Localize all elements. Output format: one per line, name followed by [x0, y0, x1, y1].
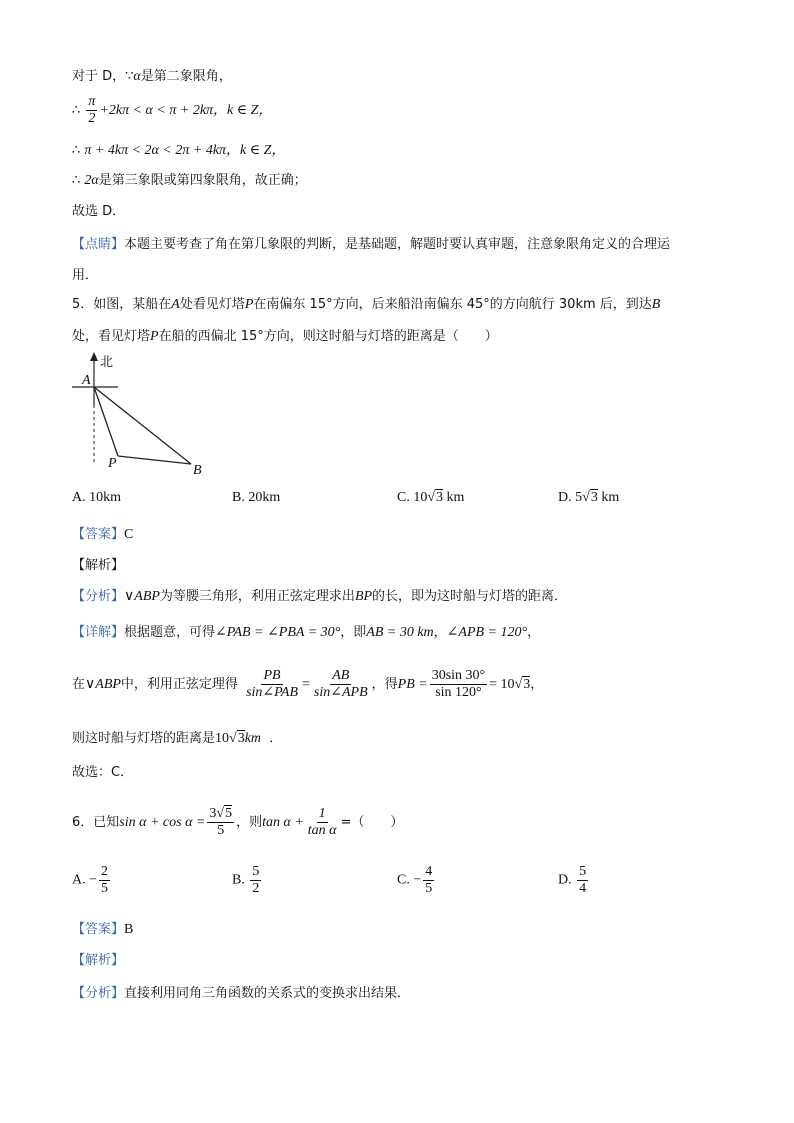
conclusion-line — [72, 172, 307, 190]
answer-value: C — [124, 527, 134, 542]
q6-option-b — [232, 864, 263, 897]
therefore-symbol: ∴ — [72, 143, 81, 158]
text: 为等腰三角形，利用正弦定理求出 — [159, 589, 355, 604]
math-p: P — [150, 329, 159, 344]
answer-tag: 【答案】 — [72, 527, 125, 542]
math-domain: ，k ∈ Z， — [226, 143, 286, 158]
text: ， — [527, 625, 541, 640]
q5-law-of-sines: 在∨ABP中，利用正弦定理得 $\frac{PB}{\text{sin∠PAB}}$ = $\frac{AB}{\text{sin∠APB}}$ ，得PB = $\frac{30\sin 30^\circ}{\sin 120^\circ}$ = 10√3， — [72, 668, 544, 700]
comment-tag: 【点睛】 — [72, 237, 125, 252]
radicand: 3 — [523, 677, 531, 692]
text: 6．已知 — [72, 815, 120, 830]
text: 直接利用同角三角函数的关系式的变换求出结果． — [124, 986, 411, 1001]
detail-tag: 【详解】 — [72, 625, 125, 640]
denominator: 5 — [217, 823, 225, 838]
point-b-label: B — [193, 463, 202, 478]
therefore-symbol: ∴ — [72, 103, 81, 118]
math-bp: BP — [354, 589, 373, 604]
text: 5．如图，某船在 — [72, 297, 172, 312]
text: ，则 — [236, 815, 263, 830]
option-key: D. — [558, 490, 572, 505]
math-coef: 10 — [215, 731, 230, 746]
equals: = — [302, 677, 310, 692]
math-apb: ∠APB = 120° — [446, 625, 528, 640]
radicand: 3 — [237, 731, 245, 746]
text: 在 — [72, 677, 86, 692]
math-alpha: α — [133, 69, 141, 84]
segment-ab — [94, 387, 191, 464]
q6-fenxi — [72, 985, 410, 1003]
option-radicand: 3 — [436, 490, 444, 505]
answer-tag: 【答案】 — [72, 922, 125, 937]
math-p: P — [244, 297, 254, 312]
q6-option-a — [72, 864, 112, 897]
denominator: sin∠PAB — [246, 685, 298, 700]
numerator: AB — [332, 668, 350, 683]
q5-analysis-tag: 【解析】 — [72, 558, 125, 573]
math-unit: km — [244, 731, 262, 746]
text: ，得 — [371, 677, 398, 692]
d-intro-line — [72, 68, 232, 86]
point-p-label: P — [108, 456, 117, 471]
math-ab: AB = 30 km — [366, 625, 434, 640]
math-expression: π + 4kπ < 2α < 2π + 4kπ — [84, 143, 227, 158]
math-expression: sin α + cos α = — [119, 815, 206, 830]
math-pb: PB = — [397, 677, 428, 692]
text: =（ ） — [340, 815, 404, 830]
text: ， — [530, 677, 544, 692]
numerator: π — [88, 94, 96, 109]
denominator: tan α — [307, 823, 337, 838]
fraction-pi-over-2 — [86, 94, 97, 127]
point-a-label: A — [82, 373, 91, 388]
text: 处看见灯塔 — [179, 297, 245, 312]
numerator: 30sin 30° — [431, 668, 486, 683]
option-key: A. — [72, 872, 86, 888]
q6-analysis-tag: 【解析】 — [72, 953, 125, 968]
q5-fenxi — [72, 588, 567, 606]
q6-stem — [72, 806, 403, 839]
option-fraction — [577, 864, 588, 897]
text: 根据题意，可得 — [124, 625, 216, 640]
q5-detail — [72, 624, 540, 642]
q5-answer — [72, 526, 133, 544]
comment-line — [72, 236, 670, 254]
text: 是第三象限或第四象限角，故正确； — [98, 173, 307, 188]
fenxi-tag: 【分析】 — [72, 986, 125, 1001]
option-key: B. — [232, 872, 245, 888]
north-arrow-icon — [90, 352, 98, 361]
denominator: sin∠APB — [313, 685, 368, 700]
text: ， — [433, 625, 447, 640]
text: 在船的西偏北 15°方向，则这时船与灯塔的距离是（ ） — [158, 329, 498, 344]
option-value: 10km — [89, 490, 122, 505]
option-key: A. — [72, 490, 86, 505]
option-unit: km — [446, 490, 465, 505]
text: 在南偏东 15°方向，后来船沿南偏东 45°的方向航行 30km 后，到达 — [253, 297, 652, 312]
option-fraction — [99, 864, 110, 897]
math-domain: ，k ∈ Z， — [213, 103, 273, 118]
math-expression: +2kπ < α < π + 2kπ — [99, 103, 214, 118]
numerator-radicand: 5 — [225, 806, 233, 821]
math-triangle: ∨ABP — [124, 589, 160, 604]
fraction-3root5-over-5: $\frac{3√5}{5}$ — [209, 806, 233, 838]
fraction-ab — [312, 668, 370, 701]
q5-option-a — [72, 490, 121, 506]
q6-option-c — [397, 864, 436, 897]
option-radicand: 3 — [590, 490, 598, 505]
comment-continuation: 用． — [72, 268, 99, 283]
text: 本题主要考查了角在第几象限的判断，是基础题，解题时要认真审题，注意象限角定义的合理运 — [124, 237, 671, 252]
inequality-1 — [72, 94, 272, 127]
option-sign: − — [89, 872, 98, 888]
denominator: 5 — [101, 881, 109, 896]
numerator: 2 — [101, 864, 109, 879]
segment-pb — [118, 456, 191, 464]
text: 的长，即为这时船与灯塔的距离． — [372, 589, 568, 604]
denominator: 2 — [88, 111, 96, 126]
q5-figure — [66, 350, 216, 478]
numerator: 1 — [318, 806, 326, 821]
choose-d: 故选 D． — [72, 204, 126, 219]
numerator: 4 — [425, 864, 433, 879]
option-coef: 5 — [575, 490, 583, 505]
math-expression: tan α + — [262, 815, 304, 830]
text: ，即 — [340, 625, 367, 640]
option-key: D. — [558, 872, 572, 888]
north-label: 北 — [100, 355, 114, 370]
text: 对于 D，∵ — [72, 69, 134, 84]
text: 则这时船与灯塔的距离是 — [72, 731, 216, 746]
option-key: C. — [397, 490, 410, 505]
numerator-coef: 3 — [209, 806, 217, 821]
math-triangle: ∨ABP — [85, 677, 121, 692]
math-2alpha: 2α — [84, 173, 99, 188]
option-fraction — [250, 864, 261, 897]
option-key: C. — [397, 872, 410, 888]
text: 处，看见灯塔 — [72, 329, 151, 344]
option-value: 20km — [248, 490, 281, 505]
q5-stem-line1 — [72, 296, 660, 314]
math-a: A — [171, 297, 180, 312]
math-angles: ∠PAB = ∠PBA = 30° — [215, 625, 341, 640]
q6-answer — [72, 921, 133, 939]
inequality-2 — [72, 142, 285, 160]
numerator: 5 — [579, 864, 587, 879]
option-fraction — [423, 864, 434, 897]
therefore-symbol: ∴ — [72, 173, 81, 188]
option-sign: − — [413, 872, 422, 888]
text: 是第二象限角， — [140, 69, 232, 84]
numerator: PB — [263, 668, 281, 683]
fraction-result — [430, 668, 487, 701]
q5-option-d: D. 5√3 km — [558, 490, 620, 505]
math-result: = 10 — [489, 677, 515, 692]
fraction-1-over-tan — [306, 806, 339, 839]
q6-option-d — [558, 864, 590, 897]
text: 中，利用正弦定理得 — [120, 677, 238, 692]
q5-distance: 则这时船与灯塔的距离是10√3km ． — [72, 731, 283, 746]
fenxi-tag: 【分析】 — [72, 589, 125, 604]
answer-value: B — [124, 922, 134, 937]
option-key: B. — [232, 490, 245, 505]
q5-choose: 故选：C． — [72, 765, 134, 780]
math-b: B — [651, 297, 661, 312]
numerator: 5 — [252, 864, 260, 879]
q5-stem-line2 — [72, 328, 498, 346]
q5-option-c: C. 10√3 km — [397, 490, 465, 505]
text: ． — [269, 731, 283, 746]
option-unit: km — [601, 490, 620, 505]
denominator: 4 — [579, 881, 587, 896]
denominator: 2 — [252, 881, 260, 896]
fraction-pb — [244, 668, 300, 701]
q5-option-b — [232, 490, 280, 506]
denominator: sin 120° — [435, 685, 482, 700]
denominator: 5 — [425, 881, 433, 896]
option-coef: 10 — [413, 490, 428, 505]
